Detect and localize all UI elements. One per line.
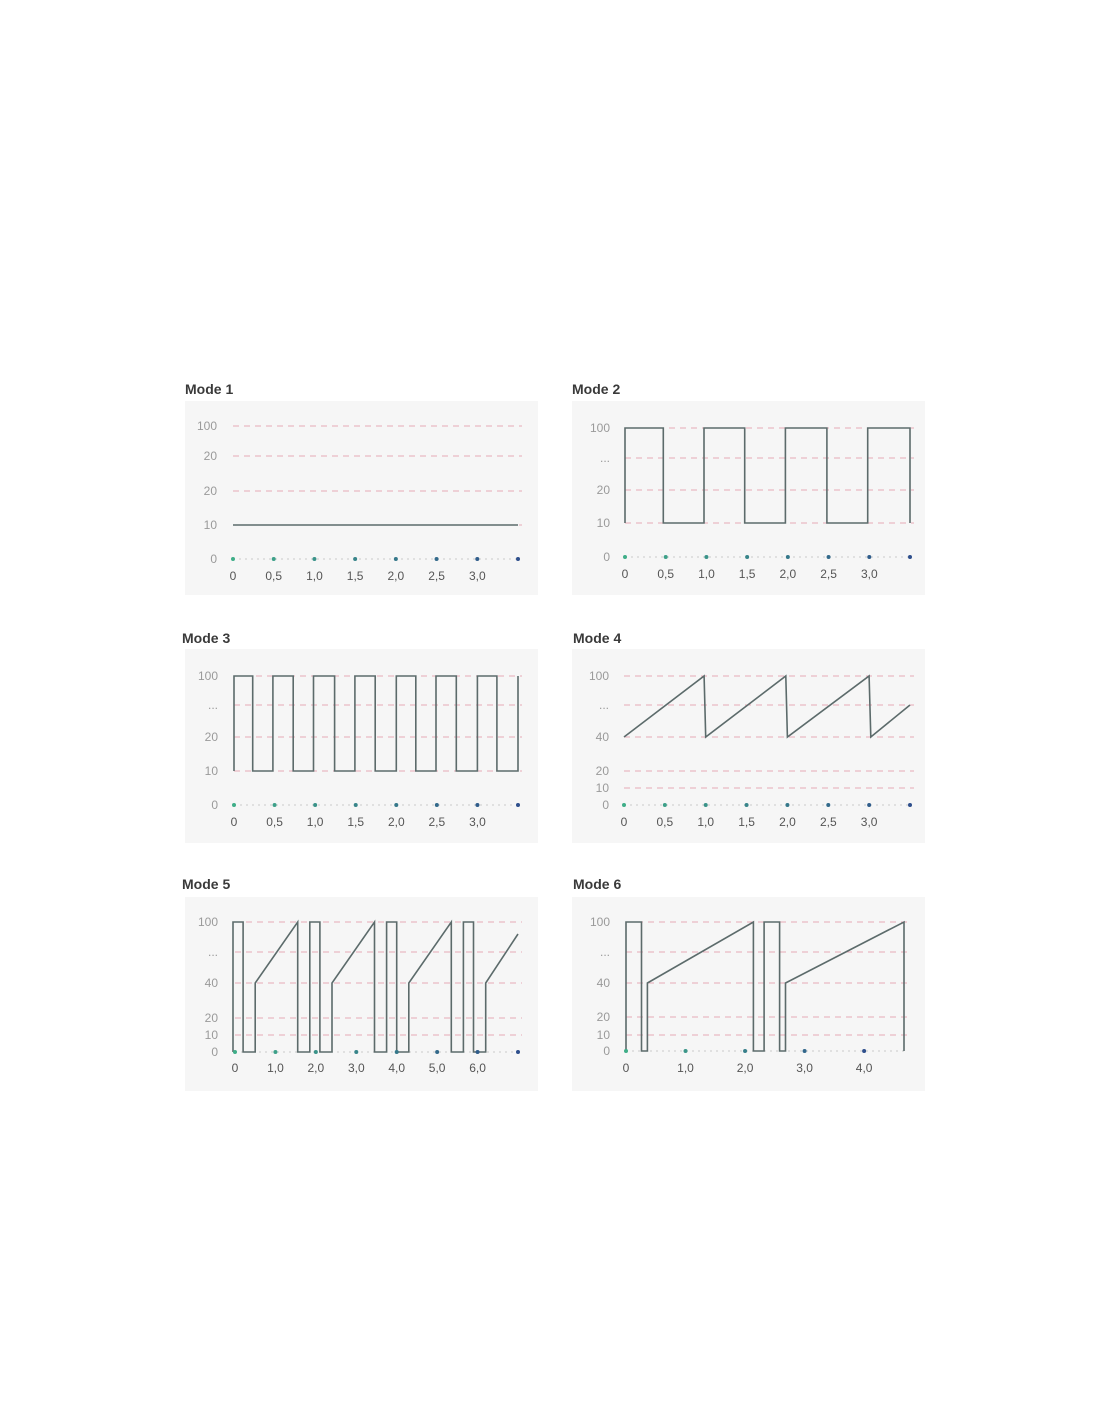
x-axis-dot bbox=[826, 803, 830, 807]
x-axis-dot bbox=[867, 555, 871, 559]
x-axis-dot bbox=[704, 803, 708, 807]
x-axis-dot bbox=[313, 803, 317, 807]
y-tick-label: 10 bbox=[596, 516, 610, 530]
x-axis-dot bbox=[435, 557, 439, 561]
chart-mode-5 bbox=[185, 897, 538, 1091]
x-tick-label: 0 bbox=[620, 815, 628, 829]
x-tick-label: 1,0 bbox=[306, 569, 323, 583]
x-tick-label: 1,0 bbox=[306, 815, 324, 829]
series-line bbox=[625, 428, 910, 523]
x-axis-dot bbox=[273, 1050, 277, 1054]
x-axis-dot bbox=[862, 1049, 866, 1053]
x-tick-label: 0,5 bbox=[657, 567, 675, 581]
y-tick-label: 20 bbox=[203, 484, 217, 498]
x-tick-label: 0 bbox=[230, 815, 238, 829]
series-line bbox=[233, 922, 518, 1052]
chart-mode-6 bbox=[572, 897, 925, 1091]
x-tick-label: 0,5 bbox=[265, 569, 283, 583]
x-tick-label: 3,0 bbox=[860, 567, 878, 581]
x-tick-label: 2,0 bbox=[779, 567, 797, 581]
x-tick-label: 3,0 bbox=[796, 1061, 813, 1075]
y-tick-label: 20 bbox=[596, 1010, 610, 1024]
x-axis-dot bbox=[354, 1050, 358, 1054]
x-tick-label: 1,5 bbox=[346, 569, 364, 583]
x-tick-label: 2,5 bbox=[820, 567, 837, 581]
y-tick-label: 10 bbox=[595, 781, 609, 795]
x-axis-dot bbox=[475, 803, 479, 807]
x-axis-dot bbox=[312, 557, 316, 561]
x-axis-dot bbox=[743, 1049, 747, 1053]
x-tick-label: 1,0 bbox=[698, 567, 715, 581]
y-tick-label: 0 bbox=[210, 552, 217, 566]
chart-mode-2 bbox=[572, 401, 925, 595]
x-axis-dot bbox=[622, 803, 626, 807]
x-tick-label: 0 bbox=[229, 569, 237, 583]
x-tick-label: 2,5 bbox=[428, 815, 446, 829]
x-tick-label: 3,0 bbox=[469, 815, 486, 829]
x-tick-label: 1,0 bbox=[267, 1061, 284, 1075]
y-tick-label: 40 bbox=[204, 976, 218, 990]
y-tick-label: 10 bbox=[596, 1028, 610, 1042]
x-axis-dot bbox=[353, 557, 357, 561]
x-tick-label: 2,0 bbox=[736, 1061, 754, 1075]
x-axis-dot bbox=[435, 1050, 439, 1054]
x-axis-dot bbox=[395, 1050, 399, 1054]
x-axis-dot bbox=[867, 803, 871, 807]
y-tick-label: 0 bbox=[602, 798, 609, 812]
x-axis-dot bbox=[908, 555, 912, 559]
x-tick-label: 4,0 bbox=[855, 1061, 873, 1075]
x-axis-dot bbox=[394, 557, 398, 561]
x-tick-label: 2,5 bbox=[428, 569, 445, 583]
chart-panel-mode-6 bbox=[572, 897, 925, 1091]
x-tick-label: 0 bbox=[231, 1061, 239, 1075]
y-tick-label: ... bbox=[599, 945, 610, 959]
y-tick-label: 10 bbox=[204, 764, 218, 778]
x-axis-dot bbox=[745, 803, 749, 807]
y-tick-label: 20 bbox=[595, 764, 609, 778]
x-axis-dot bbox=[231, 557, 235, 561]
chart-title-mode-3: Mode 3 bbox=[182, 630, 231, 646]
x-tick-label: 3,0 bbox=[468, 569, 486, 583]
y-tick-label: 100 bbox=[589, 915, 610, 929]
x-axis-dot bbox=[623, 555, 627, 559]
x-tick-label: 0 bbox=[621, 567, 629, 581]
x-axis-dot bbox=[516, 803, 520, 807]
chart-panel-mode-4 bbox=[572, 649, 925, 843]
y-tick-label: 10 bbox=[203, 518, 217, 532]
x-axis-dot bbox=[233, 1050, 237, 1054]
x-tick-label: 3,0 bbox=[860, 815, 878, 829]
series-line bbox=[626, 922, 904, 1051]
x-tick-label: 1,5 bbox=[738, 815, 755, 829]
x-axis-dot bbox=[786, 555, 790, 559]
y-tick-label: 20 bbox=[204, 730, 218, 744]
chart-panel-mode-2 bbox=[572, 401, 925, 595]
series-line bbox=[624, 676, 910, 737]
x-axis-dot bbox=[272, 557, 276, 561]
x-axis-dot bbox=[908, 803, 912, 807]
x-axis-dot bbox=[785, 803, 789, 807]
x-tick-label: 0 bbox=[622, 1061, 630, 1075]
x-tick-label: 2,0 bbox=[387, 815, 405, 829]
x-axis-dot bbox=[516, 557, 520, 561]
chart-title-mode-1: Mode 1 bbox=[185, 381, 234, 397]
x-axis-dot bbox=[273, 803, 277, 807]
chart-mode-4 bbox=[572, 649, 925, 843]
y-tick-label: 10 bbox=[204, 1028, 218, 1042]
x-axis-dot bbox=[664, 555, 668, 559]
y-tick-label: 100 bbox=[197, 669, 218, 683]
x-tick-label: 2,5 bbox=[819, 815, 837, 829]
x-axis-dot bbox=[354, 803, 358, 807]
x-tick-label: 2,0 bbox=[307, 1061, 325, 1075]
chart-title-mode-4: Mode 4 bbox=[573, 630, 622, 646]
x-tick-label: 0,5 bbox=[266, 815, 283, 829]
x-axis-dot bbox=[435, 803, 439, 807]
x-axis-dot bbox=[314, 1050, 318, 1054]
x-axis-dot bbox=[684, 1049, 688, 1053]
y-tick-label: 40 bbox=[595, 730, 609, 744]
chart-title-mode-5: Mode 5 bbox=[182, 876, 231, 892]
x-axis-dot bbox=[476, 1050, 480, 1054]
y-tick-label: 100 bbox=[588, 669, 609, 683]
x-tick-label: 4,0 bbox=[388, 1061, 406, 1075]
y-tick-label: 0 bbox=[211, 1045, 218, 1059]
x-tick-label: 2,0 bbox=[779, 815, 796, 829]
x-axis-dot bbox=[516, 1050, 520, 1054]
chart-title-mode-2: Mode 2 bbox=[572, 381, 621, 397]
chart-panel-mode-3 bbox=[185, 649, 538, 843]
y-tick-label: 0 bbox=[211, 798, 218, 812]
y-tick-label: 20 bbox=[596, 483, 610, 497]
x-axis-dot bbox=[394, 803, 398, 807]
x-tick-label: 6,0 bbox=[469, 1061, 486, 1075]
x-tick-label: 5,0 bbox=[428, 1061, 446, 1075]
x-tick-label: 2,0 bbox=[387, 569, 405, 583]
y-tick-label: 0 bbox=[603, 550, 610, 564]
y-tick-label: ... bbox=[599, 451, 610, 465]
x-tick-label: 1,5 bbox=[347, 815, 365, 829]
x-axis-dot bbox=[475, 557, 479, 561]
chart-panel-mode-1 bbox=[185, 401, 538, 595]
chart-mode-1 bbox=[185, 401, 538, 595]
y-tick-label: 20 bbox=[204, 1011, 218, 1025]
x-axis-dot bbox=[803, 1049, 807, 1053]
x-axis-dot bbox=[745, 555, 749, 559]
y-tick-label: ... bbox=[207, 945, 218, 959]
x-axis-dot bbox=[704, 555, 708, 559]
y-tick-label: 0 bbox=[603, 1044, 610, 1058]
x-axis-dot bbox=[663, 803, 667, 807]
x-tick-label: 1,0 bbox=[677, 1061, 694, 1075]
x-axis-dot bbox=[232, 803, 236, 807]
y-tick-label: ... bbox=[598, 698, 609, 712]
chart-mode-3 bbox=[185, 649, 538, 843]
x-axis-dot bbox=[624, 1049, 628, 1053]
y-tick-label: 100 bbox=[589, 421, 610, 435]
y-tick-label: 40 bbox=[596, 976, 610, 990]
x-tick-label: 1,0 bbox=[697, 815, 715, 829]
series-line bbox=[234, 676, 518, 771]
chart-title-mode-6: Mode 6 bbox=[573, 876, 622, 892]
y-tick-label: 20 bbox=[203, 449, 217, 463]
x-tick-label: 0,5 bbox=[656, 815, 674, 829]
x-tick-label: 1,5 bbox=[738, 567, 756, 581]
y-tick-label: 100 bbox=[196, 419, 217, 433]
x-tick-label: 3,0 bbox=[347, 1061, 365, 1075]
chart-panel-mode-5 bbox=[185, 897, 538, 1091]
y-tick-label: 100 bbox=[197, 915, 218, 929]
x-axis-dot bbox=[827, 555, 831, 559]
y-tick-label: ... bbox=[207, 698, 218, 712]
